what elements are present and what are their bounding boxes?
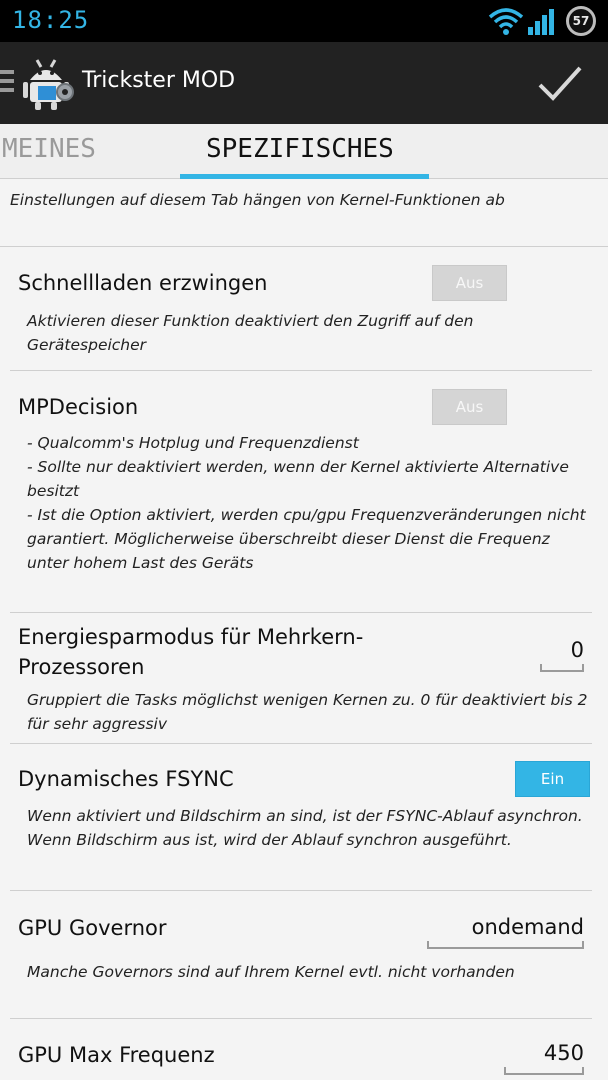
signal-icon [526,7,558,35]
fsync-toggle[interactable]: Ein [515,761,590,797]
tab-spezifisches[interactable]: SPEZIFISCHES [206,134,394,164]
action-bar [0,42,608,124]
tab-meines[interactable]: MEINES [2,134,96,164]
setting-desc-gpu-governor: Manche Governors sind auf Ihrem Kernel evtl. nicht vorhanden [27,963,515,981]
setting-desc-schnellladen: Aktivieren dieser Funktion deaktiviert den Zugriff auf den Gerätespeicher [27,312,474,354]
battery-level: 57 [572,14,590,28]
divider [10,612,592,613]
desc-line: - Qualcomm's Hotplug und Frequenzdienst [27,434,359,452]
status-bar [0,0,608,42]
setting-desc-energiesparmodus: Gruppiert die Tasks möglichst wenigen Kernen zu. 0 für deaktiviert bis 2 für sehr aggressiv [27,691,588,733]
setting-title-gpu-max-frequenz: GPU Max Frequenz [18,1043,215,1067]
setting-title-gpu-governor: GPU Governor [18,916,167,940]
setting-title-schnellladen: Schnellladen erzwingen [18,271,268,295]
divider [10,743,592,744]
mpdecision-toggle[interactable]: Aus [432,389,507,425]
setting-title-energiesparmodus [18,622,363,682]
tab-bar [0,124,608,179]
setting-desc-mpdecision [27,431,592,575]
intro-text: Einstellungen auf diesem Tab hängen von Kernel-Funktionen ab [10,191,505,209]
checkmark-icon[interactable] [534,58,586,108]
tab-indicator [180,174,429,179]
gpu-max-frequenz-spinner[interactable]: 450 [504,1041,584,1075]
menu-icon[interactable] [0,70,14,96]
desc-line: - Ist die Option aktiviert, werden cpu/gpu Frequenzveränderungen nicht garantiert. Möglicherweise überschreibt dieser Dienst die Frequenz unter hohem Last des Geräts [27,506,586,572]
divider [0,246,608,247]
app-icon[interactable] [20,54,76,112]
energiesparmodus-spinner[interactable]: 0 [540,638,584,672]
divider [10,370,592,371]
divider [10,890,592,891]
divider [10,1018,592,1019]
battery-icon [566,6,596,36]
setting-title-fsync: Dynamisches FSYNC [18,767,234,791]
gpu-governor-spinner[interactable]: ondemand [427,915,584,949]
title-line: Prozessoren [18,655,145,679]
app-title: Trickster MOD [82,68,236,93]
setting-title-mpdecision: MPDecision [18,395,139,419]
schnellladen-toggle[interactable]: Aus [432,265,507,301]
title-line: Energiesparmodus für Mehrkern- [18,625,364,649]
clock: 18:25 [12,6,90,34]
wifi-icon [488,6,524,36]
desc-line: - Sollte nur deaktiviert werden, wenn der Kernel aktivierte Alternative besitzt [27,458,569,500]
setting-desc-fsync: Wenn aktiviert und Bildschirm an sind, ist der FSYNC-Ablauf asynchron. Wenn Bildschirm aus ist, wird der Ablauf synchron ausgeführt. [27,807,583,849]
